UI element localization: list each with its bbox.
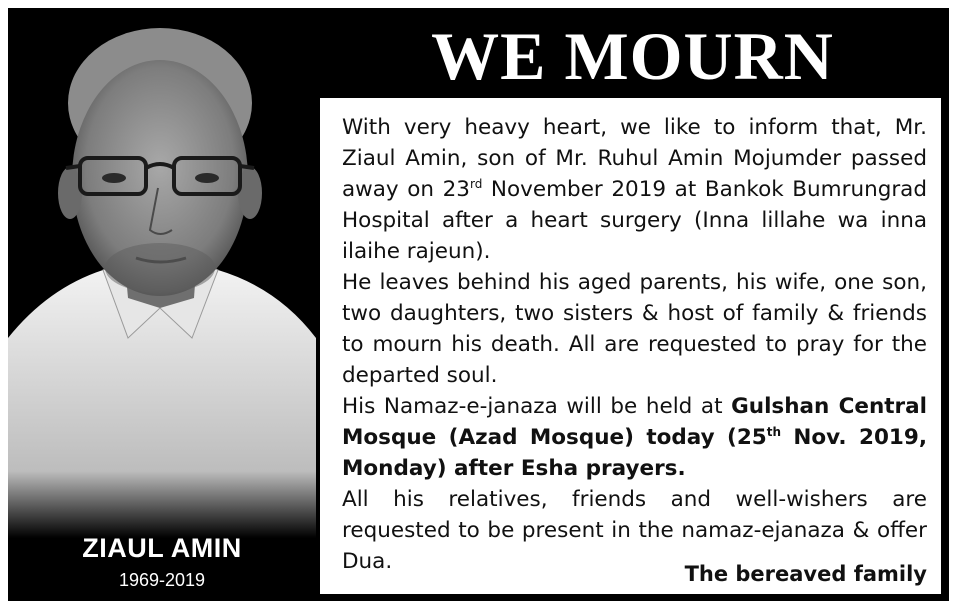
janaza-location: Gulshan Central Mosque (Azad Mosque) today (25 [342,394,928,450]
person-years: 1969-2019 [118,570,206,590]
headline: WE MOURN [431,18,834,94]
ordinal-suffix: rd [469,176,483,191]
paragraph-survivors: He leaves behind his aged parents, his wife, one son, two daughters, two sisters & host of family & friends to mourn his death. All are requested to pray for the departed soul. [342,270,927,388]
message-box [320,98,941,594]
portrait-photo [8,8,316,538]
janaza-time: Nov. 2019, Monday) after Esha prayers. [342,425,927,481]
announcement-text-b: November 2019 at Bankok Bumrungrad Hospital after a heart surgery (Inna lillahe wa inna ilaihe rajeun). [342,177,928,264]
signoff: The bereaved family [684,562,927,586]
janaza-text: His Namaz-e-janaza will be held at [342,394,732,419]
paragraph-janaza [342,391,927,484]
person-name: ZIAUL AMIN [82,533,242,563]
person-caption [8,533,316,591]
obituary-ad [8,8,949,601]
announcement-text-a: With very heavy heart, we like to inform that, Mr. Ziaul Amin, son of Mr. Ruhul Amin Mojumder passed away on 23 [342,115,927,202]
ordinal-suffix: th [766,424,782,439]
paragraph-request: All his relatives, friends and well-wishers are requested to be present in the namaz-ejanaza & offer Dua. [342,487,927,574]
paragraph-announcement [342,112,927,267]
